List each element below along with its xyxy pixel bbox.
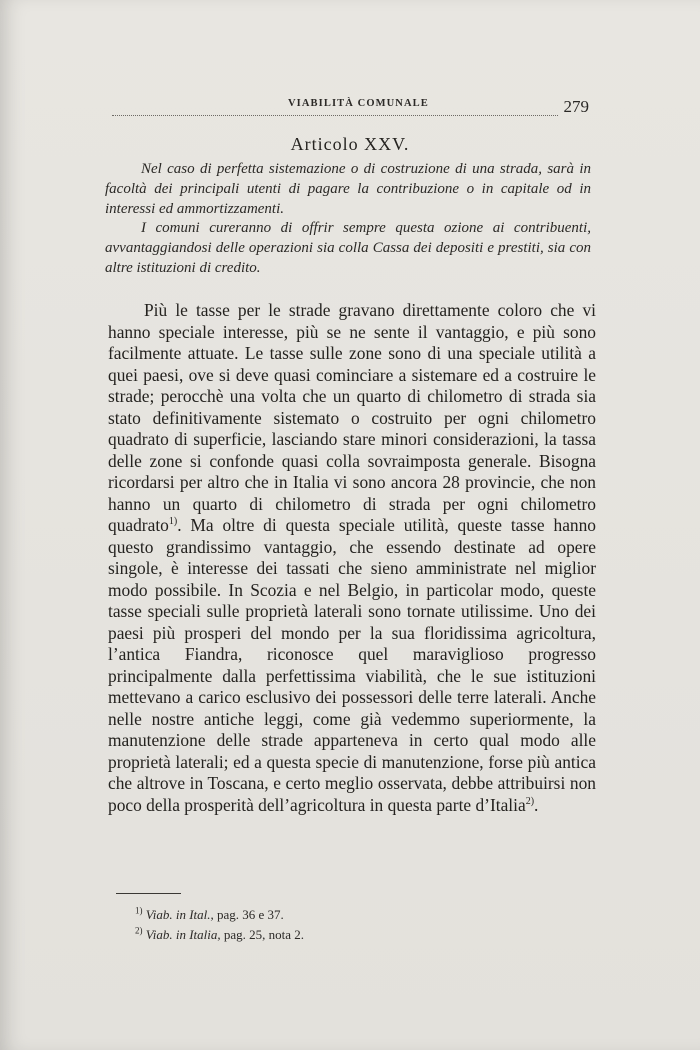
- body-text-part: Più le tasse per le strade gravano direttamente coloro che vi hanno speciale interesse, più se ne sente il vantaggio, e più sono facilmente attuate. Le tasse sulle zone sono di una speciale utilità a quei paesi, ove si deve quasi cominciare a sistemare ed a costruire le strade; perocchè una volta che un quarto di chilometro di strada sia stato definitivamente sistemato o costruito per ogni chilometro quadrato di superficie, lasciando stare minori considerazioni, la tassa delle zone si confonde quasi colla sovraimposta generale. Bisogna ricordarsi per altro che in Italia vi sono ancora 28 provincie, che non hanno un quarto di chilometro di strada per ogni chilometro quadrato: [108, 300, 596, 535]
- article-title: Articolo XXV.: [290, 134, 410, 154]
- page-number: 279: [563, 97, 589, 116]
- body-text-part: . Ma oltre di questa speciale utilità, queste tasse hanno questo grandissimo vantaggio, che essendo destinate ad opere singole, è interesse dei tassati che sieno amministrate nel miglior modo possibile. In Scozia e nel Belgio, in particolar modo, queste tasse speciali sulle proprietà laterali sono tornate utilissime. Uno dei paesi più prosperi del mondo per la sua floridissima agricoltura, l’antica Fiandra, riconosce quel maraviglioso progresso principalmente dalla perfettissima viabilità, che le sue istituzioni mettevano a carico esclusivo dei possessori delle terre laterali. Anche nelle nostre antiche leggi, come già vedemmo superiormente, la manutenzione delle strade apparteneva in certo qual modo alle proprietà laterali; ed a questa specie di manutenzione, forse più antica che altrove in Toscana, e certo meglio osservata, debbe attribuirsi non poco della prosperità dell’agricoltura in questa parte d’Italia: [108, 515, 596, 815]
- footnote-rule: [116, 893, 181, 894]
- footnotes: [135, 905, 535, 945]
- footnote-ref-2[interactable]: 2): [525, 795, 535, 807]
- article-paragraph: I comuni cureranno di offrir sempre questa ozione ai contribuenti, avvantaggiandosi delle operazioni sia colla Cassa dei depositi e prestiti, sia con altre istituzioni di credito.: [105, 220, 591, 276]
- footnote-pages: pag. 25, nota 2.: [220, 927, 305, 942]
- commentary-paragraph: [108, 300, 596, 816]
- footnote-2: [135, 925, 535, 945]
- running-head: [112, 95, 592, 123]
- header-dotted-rule: [112, 115, 558, 116]
- commentary-text: [108, 300, 596, 816]
- footnote-source: Viab. in Ital.,: [145, 907, 214, 922]
- footnote-ref-1[interactable]: 1): [168, 516, 178, 528]
- footnote-pages: pag. 36 e 37.: [213, 907, 284, 922]
- footnote-1: [135, 905, 535, 925]
- article-paragraph: Nel caso di perfetta sistemazione o di costruzione di una strada, sarà in facoltà dei principali utenti di pagare la contribuzione o in capitale od in interessi ed ammortizzamenti.: [105, 161, 591, 217]
- footnote-number: 1): [135, 905, 143, 916]
- footnote-source: Viab. in Italia,: [145, 927, 221, 942]
- footnote-number: 2): [135, 925, 143, 936]
- body-text-part: .: [534, 794, 539, 815]
- article-text: [105, 160, 591, 279]
- running-title: VIABILITÀ COMUNALE: [288, 98, 429, 109]
